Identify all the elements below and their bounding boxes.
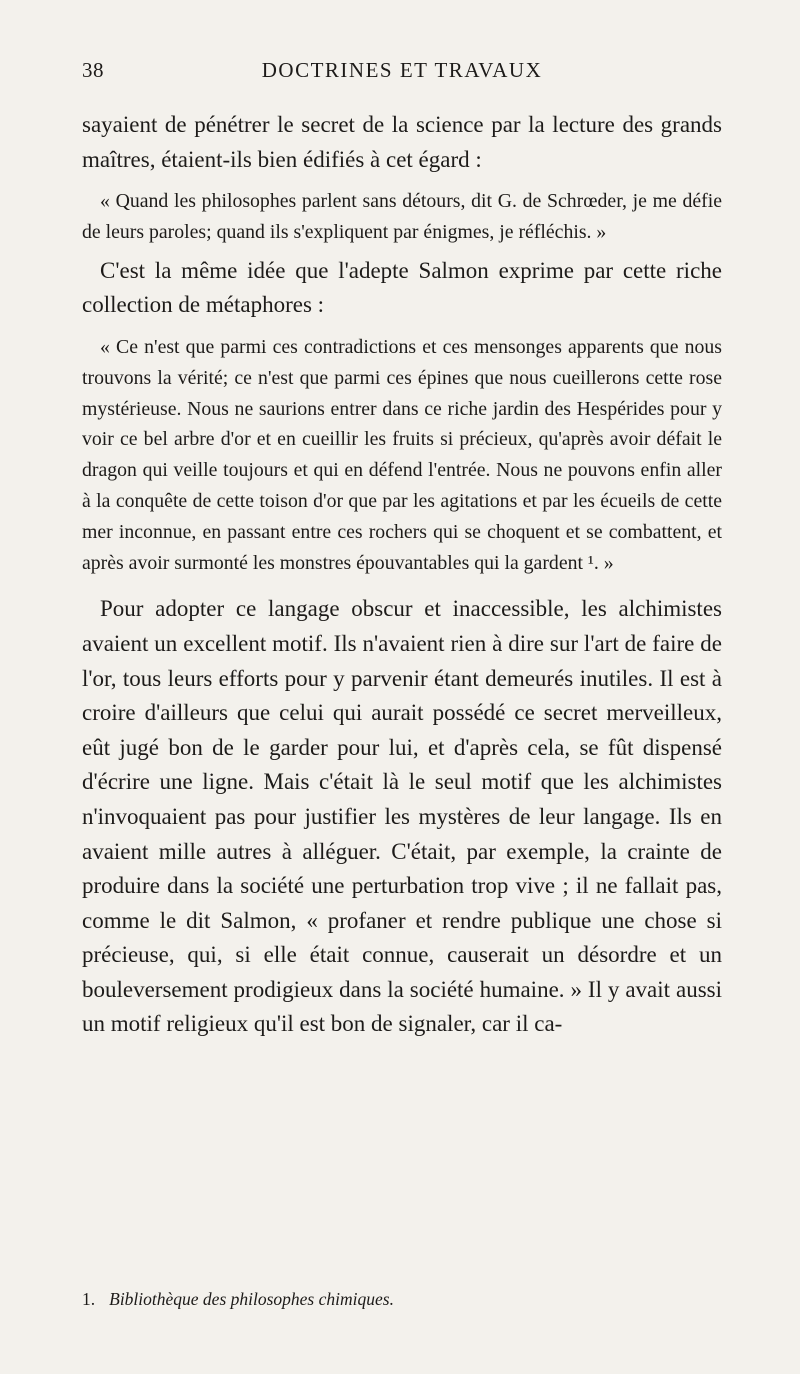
quote-schroeder: « Quand les philosophes parlent sans détours, dit G. de Schrœder, je me défie de leurs paroles; quand ils s'expliquent par énigmes, je réfléchis. » xyxy=(82,190,722,243)
running-title: DOCTRINES ET TRAVAUX xyxy=(261,58,543,82)
footnote xyxy=(82,1287,722,1311)
quote-salmon: « Ce n'est que parmi ces contradictions et ces mensonges apparents que nous trouvons la vérité; ce n'est que parmi ces épines que nous cueillerons cette rose mystérieuse. Nous ne saurions entrer dans ce riche jardin des Hespérides pour y voir ce bel arbre d'or et en cueillir les fruits si précieux, qu'après avoir défait le dragon qui veille toujours et qui en défend l'entrée. Nous ne pouvons enfin aller à la conquête de cette toison d'or que par les agitations et par les écueils de cette mer inconnue, en passant entre ces rochers qui se choquent et se combattent, et après avoir surmonté les monstres épouvantables qui la gardent ¹. » xyxy=(82,335,722,574)
page-header xyxy=(82,58,722,88)
main-text xyxy=(82,108,722,1042)
paragraph-alchemists-motive: Pour adopter ce langage obscur et inaccessible, les alchimistes avaient un excellent motif. Ils n'avaient rien à dire sur l'art de faire de l'or, tous leurs efforts pour y parvenir étant demeurés inutiles. Il est à croire d'ailleurs que celui qui aurait possédé ce secret merveilleux, eût jugé bon de le garder pour lui, et d'après cela, se fût dispensé d'écrire une ligne. Mais c'était là le seul motif que les alchimistes n'invoquaient pas pour justifier les mystères de leur langage. Ils en avaient mille autres à alléguer. C'était, par exemple, la crainte de produire dans la société une perturbation trop vive ; il ne fallait pas, comme le dit Salmon, « profaner et rendre publique une chose si précieuse, qui, si elle était connue, causerait un désordre et un bouleversement prodigieux dans la société humaine. » Il y avait aussi un motif religieux qu'il est bon de signaler, car il ca- xyxy=(82,596,722,1037)
paragraph-salmon-intro: C'est la même idée que l'adepte Salmon exprime par cette riche collection de métaphores : xyxy=(82,257,722,318)
page-number: 38 xyxy=(82,58,104,82)
footnote-marker: 1. xyxy=(82,1289,96,1309)
paragraph-continuation: sayaient de pénétrer le secret de la science par la lecture des grands maîtres, étaient-ils bien édifiés à cet égard : xyxy=(82,112,722,172)
footnote-text: Bibliothèque des philosophes chimiques. xyxy=(109,1289,394,1309)
